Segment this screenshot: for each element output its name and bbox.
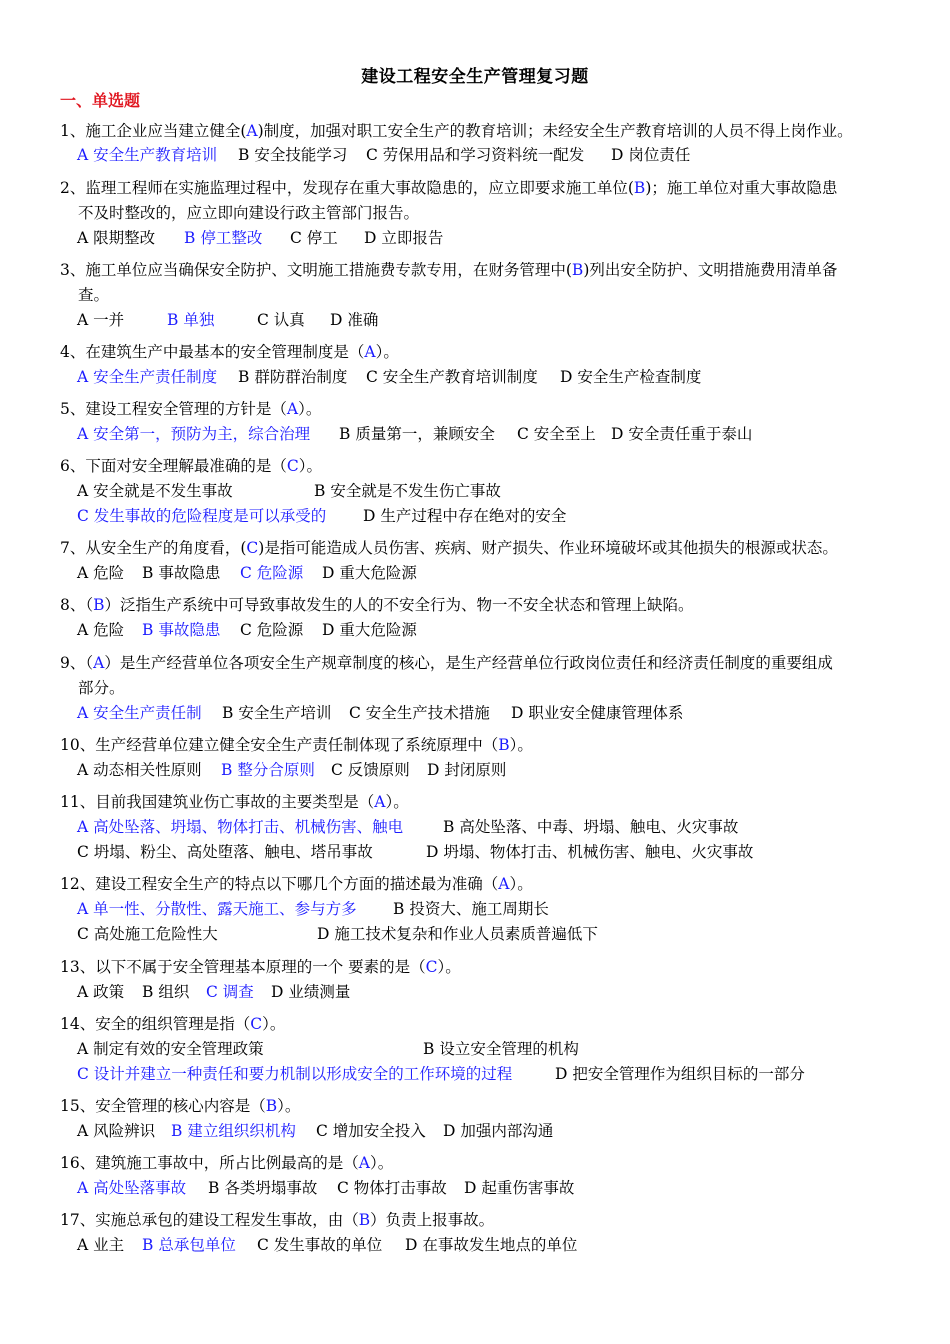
question-9: 9、（A）是生产经营单位各项安全生产规章制度的核心，是生产经营单位行政岗位责任和经济责任制度的重要组成: [60, 654, 833, 672]
question-2-continued: 不及时整改的，应立即向建设行政主管部门报告。: [78, 204, 420, 222]
option-a: A 安全生产教育培训: [77, 146, 218, 164]
answer-key: B: [265, 1097, 278, 1115]
option-a: A 限期整改: [77, 229, 156, 247]
option-c: C 发生事故的单位: [257, 1236, 383, 1254]
question-1: 1、施工企业应当建立健全(A)制度，加强对职工安全生产的教育培训；未经安全生产教育培训的人员不得上岗作业。: [60, 122, 853, 140]
option-a: A 危险: [77, 621, 125, 639]
option-d: D 安全生产检查制度: [560, 368, 702, 386]
option-d: D 业绩测量: [271, 983, 351, 1001]
question-9-continued: 部分。: [78, 679, 125, 697]
option-b: B 各类坍塌事故: [208, 1179, 318, 1197]
option-d: D 安全责任重于泰山: [611, 425, 753, 443]
option-a: A 单一性、分散性、露天施工、参与方多: [77, 900, 357, 918]
question-8: 8、（B）泛指生产系统中可导致事故发生的人的不安全行为、物一不安全状态和管理上缺陷。: [60, 596, 694, 614]
question-12: 12、建设工程安全生产的特点以下哪几个方面的描述最为准确（A）。: [60, 875, 533, 893]
answer-key: A: [498, 875, 510, 893]
option-d: D 把安全管理作为组织目标的一部分: [555, 1065, 805, 1083]
question-14: 14、安全的组织管理是指（C）。: [60, 1015, 286, 1033]
answer-key: C: [246, 539, 259, 557]
option-b: B 设立安全管理的机构: [423, 1040, 579, 1058]
option-b: B 单独: [167, 311, 215, 329]
question-10: 10、生产经营单位建立健全安全生产责任制体现了系统原理中（B）。: [60, 736, 533, 754]
option-b: B 停工整改: [184, 229, 263, 247]
question-4: 4、在建筑生产中最基本的安全管理制度是（A）。: [60, 343, 399, 361]
option-c: C 停工: [290, 229, 338, 247]
option-a: A 政策: [77, 983, 125, 1001]
option-b: B 组织: [142, 983, 190, 1001]
answer-key: B: [498, 736, 510, 754]
answer-key: C: [286, 457, 299, 475]
option-a: A 风险辨识: [77, 1122, 156, 1140]
option-a: A 业主: [77, 1236, 125, 1254]
option-b: B 建立组织织机构: [171, 1122, 296, 1140]
question-6: 6、下面对安全理解最准确的是（C）。: [60, 457, 323, 475]
option-b: B 安全就是不发生伤亡事故: [314, 482, 501, 500]
option-a: A 安全第一，预防为主，综合治理: [77, 425, 311, 443]
answer-key: A: [246, 122, 258, 140]
answer-key: C: [425, 958, 438, 976]
answer-key: A: [93, 654, 105, 672]
option-d: D 准确: [330, 311, 379, 329]
option-c: C 增加安全投入: [316, 1122, 426, 1140]
option-c: C 设计并建立一种责任和要力机制以形成安全的工作环境的过程: [77, 1065, 513, 1083]
option-b: B 安全技能学习: [238, 146, 348, 164]
option-d: D 坍塌、物体打击、机械伤害、触电、火灾事故: [426, 843, 754, 861]
option-b: B 高处坠落、中毒、坍塌、触电、火灾事故: [443, 818, 739, 836]
question-16: 16、建筑施工事故中，所占比例最高的是（A）。: [60, 1154, 394, 1172]
question-7: 7、从安全生产的角度看，(C)是指可能造成人员伤害、疾病、财产损失、作业环境破坏或其他损失的根源或状态。: [60, 539, 838, 557]
option-c: C 反馈原则: [331, 761, 410, 779]
option-d: D 重大危险源: [322, 621, 417, 639]
question-17: 17、实施总承包的建设工程发生事故，由（B）负责上报事故。: [60, 1211, 495, 1229]
question-3-continued: 查。: [78, 286, 110, 304]
question-3: 3、施工单位应当确保安全防护、文明施工措施费专款专用，在财务管理中(B)列出安全防护、文明措施费用清单备: [60, 261, 838, 279]
option-d: D 封闭原则: [427, 761, 507, 779]
option-a: A 制定有效的安全管理政策: [77, 1040, 264, 1058]
option-c: C 高处施工危险性大: [77, 925, 218, 943]
option-c: C 危险源: [240, 564, 304, 582]
option-a: A 安全生产责任制: [77, 704, 202, 722]
option-d: D 在事故发生地点的单位: [405, 1236, 578, 1254]
option-b: B 总承包单位: [142, 1236, 236, 1254]
option-b: B 投资大、施工周期长: [393, 900, 549, 918]
option-d: D 加强内部沟通: [443, 1122, 554, 1140]
option-b: B 质量第一，兼顾安全: [339, 425, 495, 443]
question-5: 5、建设工程安全管理的方针是（A）。: [60, 400, 322, 418]
option-d: D 施工技术复杂和作业人员素质普遍低下: [317, 925, 598, 943]
option-c: C 物体打击事故: [337, 1179, 447, 1197]
option-c: C 认真: [257, 311, 305, 329]
answer-key: A: [286, 400, 299, 418]
question-15: 15、安全管理的核心内容是（B）。: [60, 1097, 301, 1115]
question-2: 2、监理工程师在实施监理过程中，发现存在重大事故隐患的，应立即要求施工单位(B)；施工单位对重大事故隐患: [60, 179, 838, 197]
option-a: A 安全生产责任制度: [77, 368, 218, 386]
option-b: B 事故隐患: [142, 621, 221, 639]
option-a: A 安全就是不发生事故: [77, 482, 233, 500]
option-d: D 起重伤害事故: [464, 1179, 575, 1197]
answer-key: A: [358, 1154, 370, 1172]
option-d: D 立即报告: [364, 229, 444, 247]
option-c: C 安全至上: [517, 425, 596, 443]
option-a: A 危险: [77, 564, 125, 582]
option-a: A 一并: [77, 311, 125, 329]
answer-key: B: [93, 596, 105, 614]
answer-key: A: [374, 793, 386, 811]
option-b: B 群防群治制度: [238, 368, 348, 386]
option-d: D 生产过程中存在绝对的安全: [363, 507, 567, 525]
page-title: 建设工程安全生产管理复习题: [361, 67, 589, 87]
option-a: A 动态相关性原则: [77, 761, 202, 779]
option-c: C 发生事故的危险程度是可以承受的: [77, 507, 327, 525]
option-a: A 高处坠落、坍塌、物体打击、机械伤害、触电: [77, 818, 404, 836]
option-d: D 重大危险源: [322, 564, 417, 582]
option-b: B 事故隐患: [142, 564, 221, 582]
option-c: C 调查: [206, 983, 254, 1001]
section-heading: 一、单选题: [60, 91, 141, 110]
answer-key: A: [364, 343, 376, 361]
option-a: A 高处坠落事故: [77, 1179, 187, 1197]
option-c: C 坍塌、粉尘、高处堕落、触电、塔吊事故: [77, 843, 373, 861]
answer-key: B: [358, 1211, 371, 1229]
answer-key: C: [250, 1015, 263, 1033]
option-b: B 安全生产培训: [222, 704, 332, 722]
option-c: C 劳保用品和学习资料统一配发: [366, 146, 585, 164]
answer-key: B: [633, 179, 646, 197]
option-d: D 职业安全健康管理体系: [511, 704, 684, 722]
answer-key: B: [571, 261, 584, 279]
question-13: 13、以下不属于安全管理基本原理的一个 要素的是（C）。: [60, 958, 461, 976]
option-c: C 危险源: [240, 621, 304, 639]
option-d: D 岗位责任: [611, 146, 691, 164]
option-c: C 安全生产技术措施: [349, 704, 490, 722]
option-b: B 整分合原则: [221, 761, 315, 779]
option-c: C 安全生产教育培训制度: [366, 368, 538, 386]
question-11: 11、目前我国建筑业伤亡事故的主要类型是（A）。: [60, 793, 409, 811]
